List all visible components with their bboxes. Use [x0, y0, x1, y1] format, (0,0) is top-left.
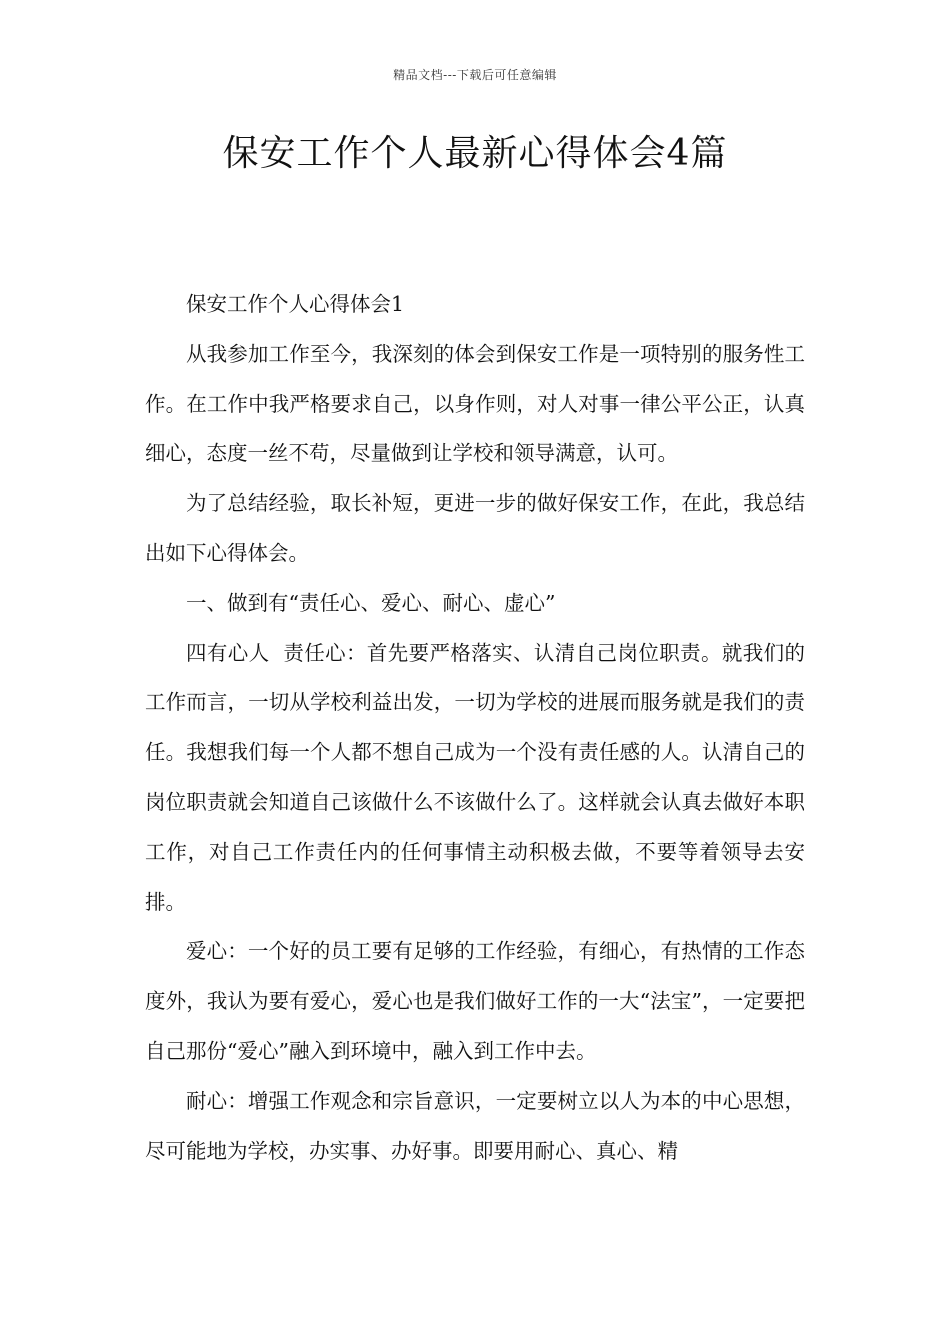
subheading: 一、做到有“责任心、爱心、耐心、虚心” — [186, 590, 556, 615]
paragraph: 爱心：一个好的员工要有足够的工作经验，有细心，有热情的工作态度外，我认为要有爱心，爱心也是我们做好工作的一大“法宝”，一定要把自己那份“爱心”融入到环境中，融入到工作中去。 — [145, 939, 805, 1063]
header-note: 精品文档---下载后可任意编辑 — [393, 68, 557, 82]
paragraph: 耐心：增强工作观念和宗旨意识，一定要树立以人为本的中心思想，尽可能地为学校，办实事、办好事。即要用耐心、真心、精 — [145, 1088, 805, 1163]
paragraph: 四有心人 责任心：首先要严格落实、认清自己岗位职责。就我们的工作而言，一切从学校利益出发，一切为学校的进展而服务就是我们的责任。我想我们每一个人都不想自己成为一个没有责任感的人。认清自己的岗位职责就会知道自己该做什么不该做什么了。这样就会认真去做好本职工作，对自己工作责任内的任何事情主动积极去做，不要等着领导去安排。 — [145, 640, 805, 914]
document-title: 保安工作个人最新心得体会4篇 — [222, 133, 728, 174]
paragraph: 为了总结经验，取长补短，更进一步的做好保安工作，在此，我总结出如下心得体会。 — [145, 491, 805, 565]
section-heading: 保安工作个人心得体会1 — [186, 292, 405, 316]
paragraph: 从我参加工作至今，我深刻的体会到保安工作是一项特别的服务性工作。在工作中我严格要求自己，以身作则，对人对事一律公平公正，认真细心，态度一丝不苟，尽量做到让学校和领导满意，认可。 — [145, 341, 805, 466]
document-body — [145, 280, 805, 1176]
